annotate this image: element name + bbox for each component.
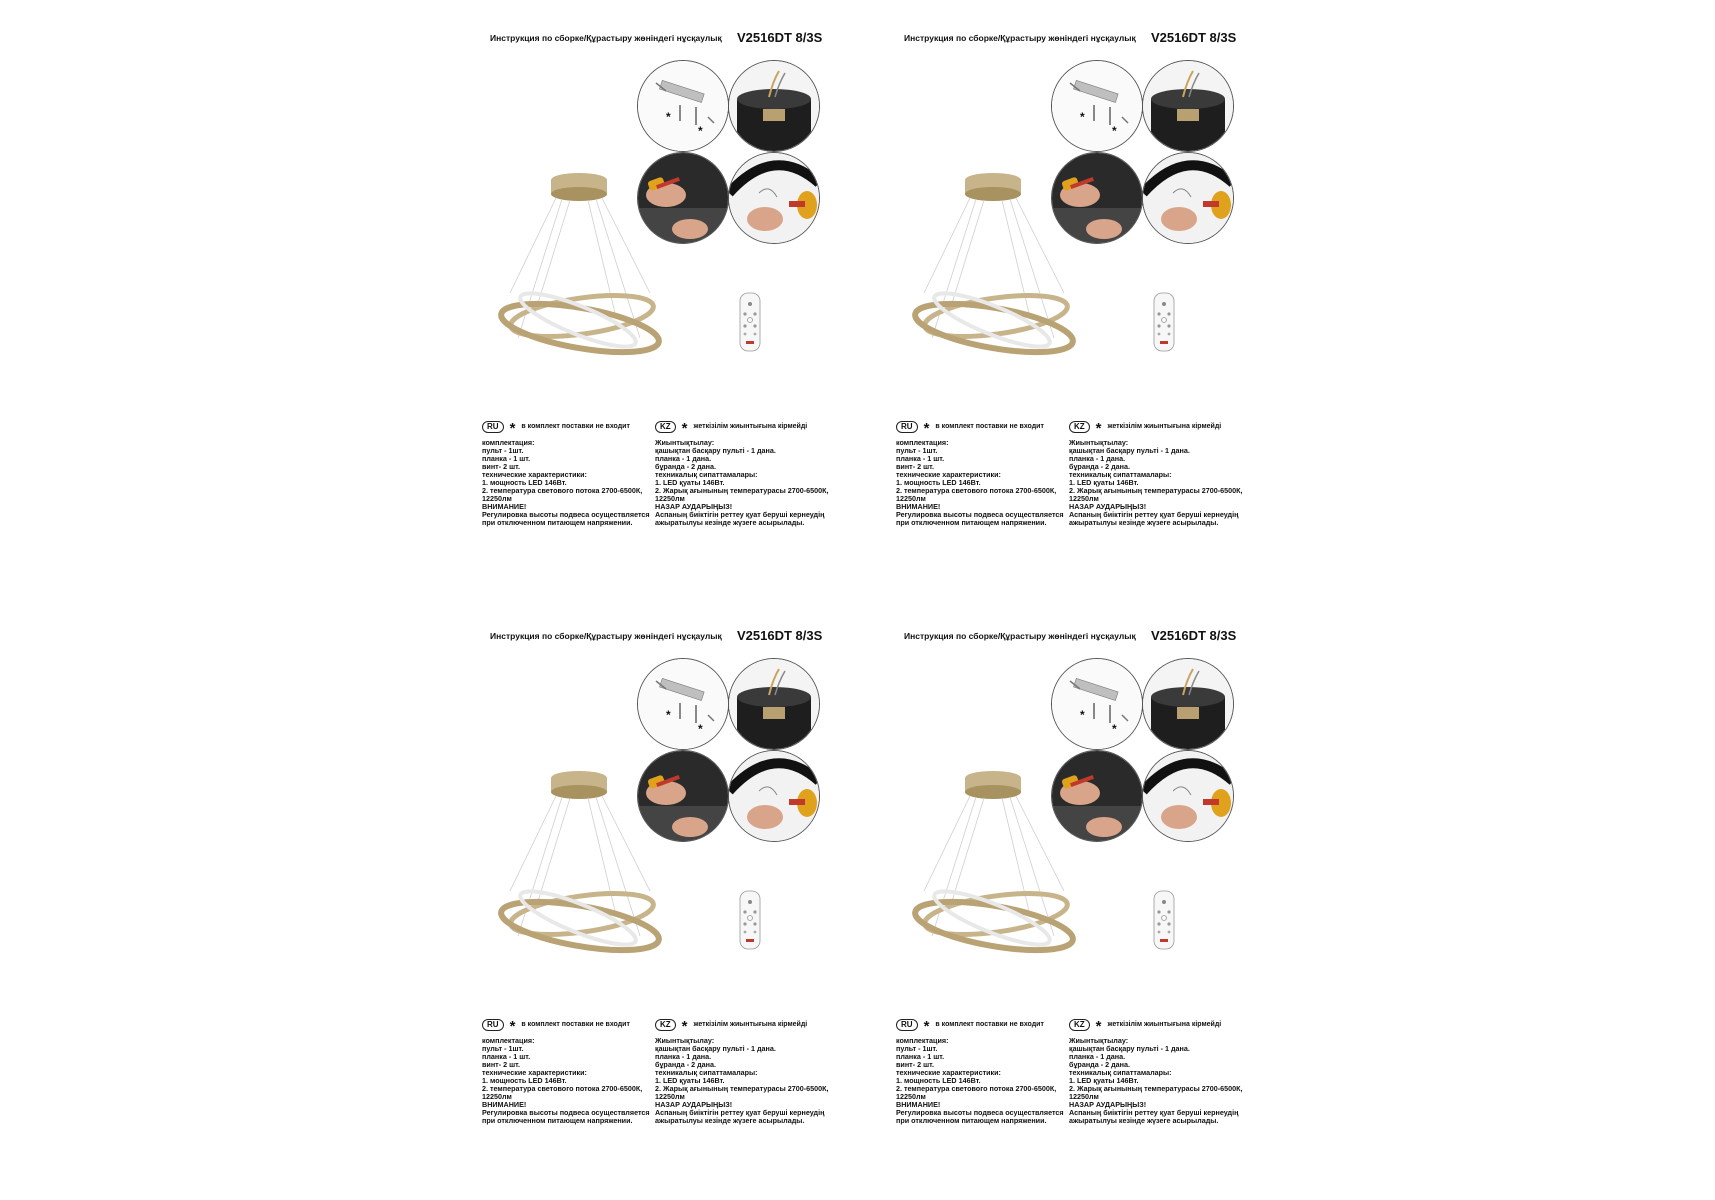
ru-info-column bbox=[482, 420, 657, 527]
step-wire-connection bbox=[1142, 60, 1234, 152]
asterisk-icon: * bbox=[923, 420, 930, 437]
spec-line: Регулировка высоты подвеса осуществляется bbox=[896, 510, 1064, 519]
step-mounting-bracket bbox=[1051, 60, 1143, 152]
svg-text:*: * bbox=[666, 708, 671, 722]
spec-line: ажыратылуы кезінде жүзеге асырылады. bbox=[655, 518, 805, 527]
spec-line: техникалық сипаттамалары: bbox=[655, 1068, 758, 1077]
remote-control-icon bbox=[1151, 890, 1177, 950]
spec-line: комплектация: bbox=[482, 438, 535, 447]
spec-line: комплектация: bbox=[896, 1036, 949, 1045]
spec-line: пульт - 1шт. bbox=[482, 1044, 524, 1053]
model-number: V2516DT 8/3S bbox=[737, 628, 823, 643]
spec-line: технические характеристики: bbox=[482, 1068, 587, 1077]
kz-spec-lines bbox=[1069, 1037, 1244, 1125]
spec-line: 2. температура светового потока 2700-6500К, bbox=[482, 1084, 643, 1093]
spec-line: пульт - 1шт. bbox=[896, 446, 938, 455]
step-screwdriver-fixing bbox=[1051, 750, 1143, 842]
model-number: V2516DT 8/3S bbox=[737, 30, 823, 45]
spec-line: 1. LED қуаты 146Вт. bbox=[1069, 1076, 1139, 1085]
sheet-title: Инструкция по сборке/Құрастыру жөніндегі нұсқаулық bbox=[490, 631, 722, 641]
spec-line: планка - 1 шт. bbox=[896, 454, 945, 463]
spec-line: пульт - 1шт. bbox=[482, 446, 524, 455]
kz-info-column bbox=[655, 1018, 830, 1125]
remote-control-icon bbox=[737, 890, 763, 950]
not-included-note: в комплект поставки не входит bbox=[521, 423, 630, 430]
instruction-sheet bbox=[896, 30, 1274, 550]
ru-spec-lines bbox=[896, 439, 1071, 527]
spec-line: 12250лм bbox=[1069, 494, 1099, 503]
remote-control-icon bbox=[1151, 292, 1177, 352]
svg-text:*: * bbox=[1080, 110, 1085, 124]
spec-line: планка - 1 шт. bbox=[482, 1052, 531, 1061]
spec-line: НАЗАР АУДАРЫҢЫЗ! bbox=[655, 502, 733, 511]
spec-line: Аспаның биіктігін реттеу қуат беруші кернеудің bbox=[1069, 510, 1239, 519]
svg-text:*: * bbox=[666, 110, 671, 124]
spec-line: қашықтан басқару пульті - 1 дана. bbox=[1069, 1044, 1190, 1053]
kz-info-column bbox=[655, 420, 830, 527]
spec-line: 2. Жарық ағынының температурасы 2700-6500К, bbox=[655, 486, 829, 495]
spec-line: Аспаның биіктігін реттеу қуат беруші кернеудің bbox=[655, 510, 825, 519]
spec-line: НАЗАР АУДАРЫҢЫЗ! bbox=[1069, 1100, 1147, 1109]
spec-line: при отключенном питающем напряжении. bbox=[482, 518, 633, 527]
kz-spec-lines bbox=[1069, 439, 1244, 527]
not-included-note: жеткізілім жиынтығына кірмейді bbox=[693, 1021, 808, 1028]
svg-text:*: * bbox=[1112, 124, 1117, 138]
not-included-note: жеткізілім жиынтығына кірмейді bbox=[1107, 1021, 1222, 1028]
spec-line: 1. мощность LED 146Вт. bbox=[896, 478, 981, 487]
spec-line: қашықтан басқару пульті - 1 дана. bbox=[655, 1044, 776, 1053]
kz-info-column bbox=[1069, 420, 1244, 527]
ru-spec-lines bbox=[482, 439, 657, 527]
asterisk-icon: * bbox=[923, 1018, 930, 1035]
step-screwdriver-fixing bbox=[637, 152, 729, 244]
model-number: V2516DT 8/3S bbox=[1151, 30, 1237, 45]
spec-line: 1. мощность LED 146Вт. bbox=[482, 1076, 567, 1085]
spec-line: планка - 1 дана. bbox=[1069, 1052, 1126, 1061]
step-ring-hanging bbox=[1142, 152, 1234, 244]
spec-line: ажыратылуы кезінде жүзеге асырылады. bbox=[1069, 1116, 1219, 1125]
spec-line: 12250лм bbox=[655, 1092, 685, 1101]
spec-line: Регулировка высоты подвеса осуществляется bbox=[482, 1108, 650, 1117]
kz-spec-lines bbox=[655, 1037, 830, 1125]
svg-text:*: * bbox=[1112, 722, 1117, 736]
sheet-title: Инструкция по сборке/Құрастыру жөніндегі нұсқаулық bbox=[904, 33, 1136, 43]
spec-line: 1. LED қуаты 146Вт. bbox=[1069, 478, 1139, 487]
spec-line: ВНИМАНИЕ! bbox=[896, 502, 941, 511]
asterisk-icon: * bbox=[681, 1018, 688, 1035]
spec-line: 1. LED қуаты 146Вт. bbox=[655, 1076, 725, 1085]
kz-info-column bbox=[1069, 1018, 1244, 1125]
spec-line: 2. Жарық ағынының температурасы 2700-6500К, bbox=[1069, 486, 1243, 495]
spec-line: ажыратылуы кезінде жүзеге асырылады. bbox=[1069, 518, 1219, 527]
spec-line: ВНИМАНИЕ! bbox=[482, 502, 527, 511]
spec-line: техникалық сипаттамалары: bbox=[1069, 470, 1172, 479]
ru-info-column bbox=[482, 1018, 657, 1125]
spec-line: планка - 1 шт. bbox=[896, 1052, 945, 1061]
spec-line: бұранда - 2 дана. bbox=[655, 462, 717, 471]
svg-text:*: * bbox=[1080, 708, 1085, 722]
spec-line: қашықтан басқару пульті - 1 дана. bbox=[655, 446, 776, 455]
spec-line: планка - 1 дана. bbox=[655, 1052, 712, 1061]
spec-line: Аспаның биіктігін реттеу қуат беруші кернеудің bbox=[655, 1108, 825, 1117]
not-included-note: в комплект поставки не входит bbox=[935, 423, 1044, 430]
spec-line: технические характеристики: bbox=[896, 1068, 1001, 1077]
not-included-note: жеткізілім жиынтығына кірмейді bbox=[1107, 423, 1222, 430]
spec-line: 1. мощность LED 146Вт. bbox=[896, 1076, 981, 1085]
step-wire-connection bbox=[728, 658, 820, 750]
step-screwdriver-fixing bbox=[1051, 152, 1143, 244]
spec-line: ВНИМАНИЕ! bbox=[482, 1100, 527, 1109]
spec-line: 12250лм bbox=[896, 494, 926, 503]
spec-line: 12250лм bbox=[1069, 1092, 1099, 1101]
spec-line: Регулировка высоты подвеса осуществляется bbox=[482, 510, 650, 519]
asterisk-icon: * bbox=[681, 420, 688, 437]
step-mounting-bracket bbox=[1051, 658, 1143, 750]
language-badge-ru: RU bbox=[896, 1019, 918, 1031]
spec-line: 12250лм bbox=[655, 494, 685, 503]
spec-line: 1. LED қуаты 146Вт. bbox=[655, 478, 725, 487]
spec-line: техникалық сипаттамалары: bbox=[655, 470, 758, 479]
spec-line: ажыратылуы кезінде жүзеге асырылады. bbox=[655, 1116, 805, 1125]
spec-line: комплектация: bbox=[896, 438, 949, 447]
step-ring-hanging bbox=[1142, 750, 1234, 842]
instruction-sheet bbox=[482, 30, 860, 550]
remote-control-icon bbox=[737, 292, 763, 352]
spec-line: НАЗАР АУДАРЫҢЫЗ! bbox=[655, 1100, 733, 1109]
spec-line: при отключенном питающем напряжении. bbox=[896, 518, 1047, 527]
spec-line: планка - 1 шт. bbox=[482, 454, 531, 463]
ru-spec-lines bbox=[482, 1037, 657, 1125]
step-mounting-bracket bbox=[637, 658, 729, 750]
language-badge-kz: KZ bbox=[1069, 1019, 1090, 1031]
spec-line: 2. Жарық ағынының температурасы 2700-6500К, bbox=[655, 1084, 829, 1093]
not-included-note: жеткізілім жиынтығына кірмейді bbox=[693, 423, 808, 430]
spec-line: 2. температура светового потока 2700-6500К, bbox=[482, 486, 643, 495]
step-mounting-bracket bbox=[637, 60, 729, 152]
spec-line: қашықтан басқару пульті - 1 дана. bbox=[1069, 446, 1190, 455]
spec-line: бұранда - 2 дана. bbox=[655, 1060, 717, 1069]
spec-line: Регулировка высоты подвеса осуществляется bbox=[896, 1108, 1064, 1117]
step-ring-hanging bbox=[728, 152, 820, 244]
ru-spec-lines bbox=[896, 1037, 1071, 1125]
instruction-sheet bbox=[482, 628, 860, 1148]
instruction-sheet bbox=[896, 628, 1274, 1148]
spec-line: винт- 2 шт. bbox=[896, 462, 934, 471]
asterisk-icon: * bbox=[1095, 1018, 1102, 1035]
spec-line: 12250лм bbox=[896, 1092, 926, 1101]
spec-line: 12250лм bbox=[482, 1092, 512, 1101]
asterisk-icon: * bbox=[509, 420, 516, 437]
spec-line: НАЗАР АУДАРЫҢЫЗ! bbox=[1069, 502, 1147, 511]
sheet-title: Инструкция по сборке/Құрастыру жөніндегі нұсқаулық bbox=[904, 631, 1136, 641]
language-badge-kz: KZ bbox=[1069, 421, 1090, 433]
spec-line: бұранда - 2 дана. bbox=[1069, 462, 1131, 471]
spec-line: планка - 1 дана. bbox=[655, 454, 712, 463]
sheet-title: Инструкция по сборке/Құрастыру жөніндегі нұсқаулық bbox=[490, 33, 722, 43]
spec-line: 2. температура светового потока 2700-6500К, bbox=[896, 1084, 1057, 1093]
spec-line: бұранда - 2 дана. bbox=[1069, 1060, 1131, 1069]
spec-line: Жиынтықтылау: bbox=[655, 438, 715, 447]
ru-info-column bbox=[896, 420, 1071, 527]
language-badge-ru: RU bbox=[896, 421, 918, 433]
step-ring-hanging bbox=[728, 750, 820, 842]
spec-line: 2. Жарық ағынының температурасы 2700-6500К, bbox=[1069, 1084, 1243, 1093]
spec-line: при отключенном питающем напряжении. bbox=[896, 1116, 1047, 1125]
spec-line: 2. температура светового потока 2700-6500К, bbox=[896, 486, 1057, 495]
asterisk-icon: * bbox=[1095, 420, 1102, 437]
spec-line: винт- 2 шт. bbox=[482, 1060, 520, 1069]
step-screwdriver-fixing bbox=[637, 750, 729, 842]
spec-line: Жиынтықтылау: bbox=[655, 1036, 715, 1045]
kz-spec-lines bbox=[655, 439, 830, 527]
spec-line: техникалық сипаттамалары: bbox=[1069, 1068, 1172, 1077]
spec-line: Жиынтықтылау: bbox=[1069, 438, 1129, 447]
spec-line: Жиынтықтылау: bbox=[1069, 1036, 1129, 1045]
spec-line: винт- 2 шт. bbox=[896, 1060, 934, 1069]
spec-line: комплектация: bbox=[482, 1036, 535, 1045]
asterisk-icon: * bbox=[509, 1018, 516, 1035]
spec-line: технические характеристики: bbox=[482, 470, 587, 479]
not-included-note: в комплект поставки не входит bbox=[521, 1021, 630, 1028]
language-badge-kz: KZ bbox=[655, 1019, 676, 1031]
spec-line: технические характеристики: bbox=[896, 470, 1001, 479]
language-badge-ru: RU bbox=[482, 1019, 504, 1031]
step-wire-connection bbox=[1142, 658, 1234, 750]
spec-line: 12250лм bbox=[482, 494, 512, 503]
language-badge-ru: RU bbox=[482, 421, 504, 433]
spec-line: при отключенном питающем напряжении. bbox=[482, 1116, 633, 1125]
spec-line: пульт - 1шт. bbox=[896, 1044, 938, 1053]
spec-line: винт- 2 шт. bbox=[482, 462, 520, 471]
language-badge-kz: KZ bbox=[655, 421, 676, 433]
svg-text:*: * bbox=[698, 722, 703, 736]
not-included-note: в комплект поставки не входит bbox=[935, 1021, 1044, 1028]
spec-line: Аспаның биіктігін реттеу қуат беруші кернеудің bbox=[1069, 1108, 1239, 1117]
spec-line: ВНИМАНИЕ! bbox=[896, 1100, 941, 1109]
spec-line: 1. мощность LED 146Вт. bbox=[482, 478, 567, 487]
svg-text:*: * bbox=[698, 124, 703, 138]
spec-line: планка - 1 дана. bbox=[1069, 454, 1126, 463]
ru-info-column bbox=[896, 1018, 1071, 1125]
model-number: V2516DT 8/3S bbox=[1151, 628, 1237, 643]
step-wire-connection bbox=[728, 60, 820, 152]
